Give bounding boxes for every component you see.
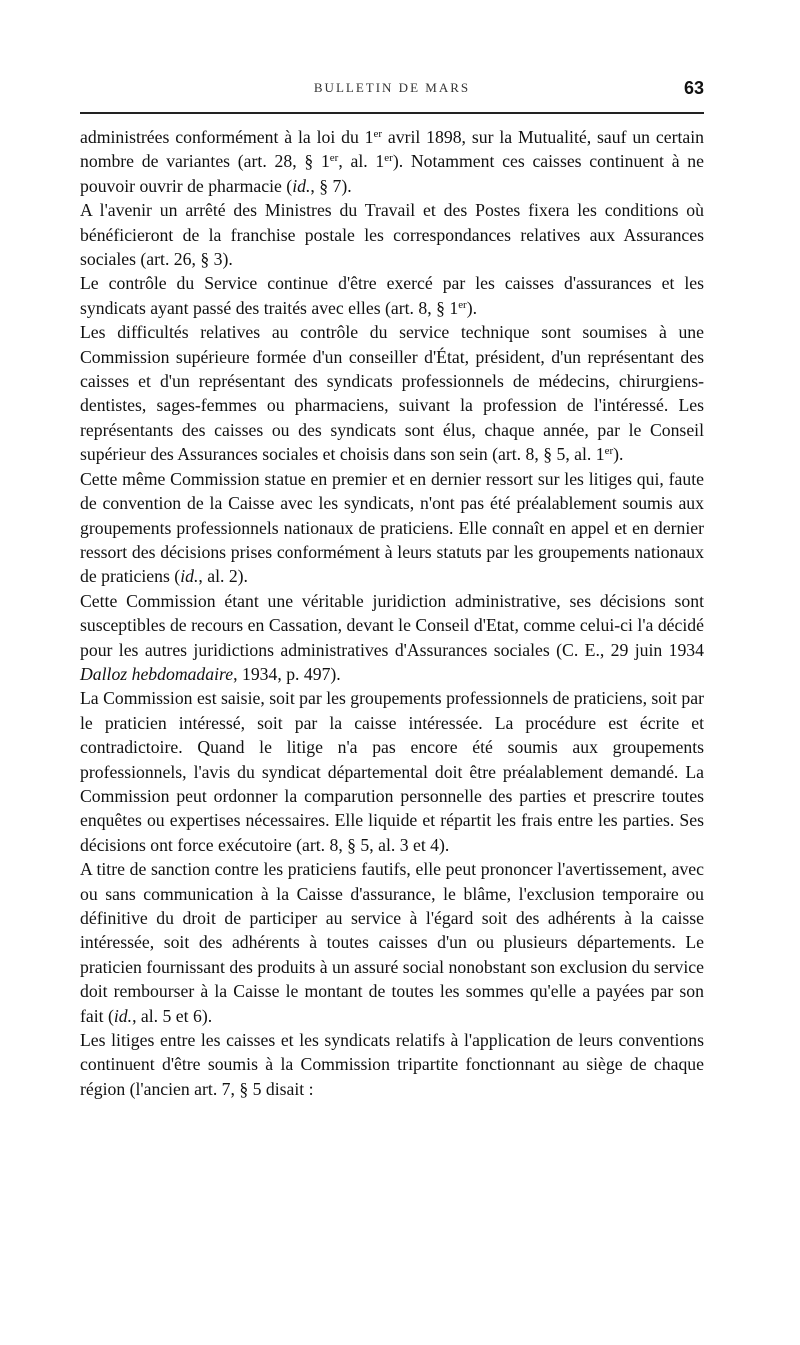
italic-text: id. [113, 1005, 133, 1026]
superscript: er [329, 152, 339, 165]
text-segment: , al. 2). [198, 566, 248, 587]
text-segment: ). [613, 444, 624, 465]
italic-text: id. [180, 566, 199, 587]
paragraph [80, 320, 704, 466]
paragraph [80, 125, 704, 198]
text-segment: , al. 5 et 6). [132, 1005, 213, 1026]
superscript: er [384, 152, 393, 165]
text-segment: Les litiges entre les caisses et les syndicats relatifs à l'application de leurs conventions continuent d'être soumis à la Commission tripartite fonctionnant au siège de chaque région (l'ancien art. 7, § 5 disait : [80, 1030, 704, 1099]
superscript: er [373, 127, 383, 140]
page-header [80, 78, 704, 104]
paragraph [80, 198, 704, 271]
text-segment: , 1934, p. 497). [233, 663, 341, 684]
page-number: 63 [683, 78, 704, 98]
text-segment: Le contrôle du Service continue d'être exercé par les caisses d'assurances et les syndicats ayant passé des traités avec elles (art. 8, § 1 [80, 273, 704, 318]
superscript: er [604, 445, 614, 458]
paragraph [80, 589, 704, 687]
paragraph [80, 271, 704, 320]
text-segment: Cette même Commission statue en premier et en dernier ressort sur les litiges qui, faute de convention de la Caisse avec les syndicats, n'ont pas été préalablement soumis aux groupements professionnels nationaux de praticiens. Elle connaît en appel et en dernier ressort des décisions prises conformément à leurs statuts par les groupements nationaux de praticiens ( [80, 468, 704, 587]
text-segment: A l'avenir un arrêté des Ministres du Travail et des Postes fixera les conditions où bénéficieront de la franchise postale les correspondances relatives aux Assurances sociales (art. 26, § 3). [80, 200, 704, 270]
paragraph [80, 857, 704, 1028]
text-segment: ). [466, 297, 478, 318]
text-segment: La Commission est saisie, soit par les groupements professionnels de praticiens, soit par le praticien intéressé, soit par la caisse intéressée. La procédure est écrite et contradictoire. Quand le litige n'a pas encore été soumis aux groupements professionnels, l'avis du syndicat départemental doit être préalablement demandé. La Commission peut ordonner la comparution personnelle des parties et prescrire toutes enquêtes ou expertises nécessaires. Elle liquide et répartit les frais entre les parties. Ses décisions ont force exécutoire (art. 8, § 5, al. 3 et 4). [80, 688, 704, 855]
paragraph [80, 467, 704, 589]
text-segment: , al. 1 [338, 151, 385, 172]
text-segment: A titre de sanction contre les praticiens fautifs, elle peut prononcer l'avertissement, avec ou sans communication à la Caisse d'assurance, le blâme, l'exclusion temporaire ou définitive du droit de participer au service à l'égard soit des adhérents à la caisse intéressée, soit des adhérents à toutes caisses d'un ou plusieurs départements. Le praticien fournissant des produits à un assuré social nonobstant son exclusion du service doit rembourser à la Caisse le montant de toutes les sommes qu'elle a payées par son fait ( [80, 859, 704, 1026]
superscript: er [458, 298, 467, 311]
italic-text: Dalloz hebdomadaire [80, 663, 234, 684]
italic-text: id. [292, 175, 311, 196]
header-rule [80, 112, 704, 114]
text-segment: Cette Commission étant une véritable juridiction administrative, ses décisions sont susceptibles de recours en Cassation, devant le Conseil d'Etat, comme celui-ci l'a décidé pour les autres juridictions administratives d'Assurances sociales (C. E., 29 juin 1934 [80, 590, 704, 660]
text-segment: , § 7). [310, 175, 352, 196]
text-segment: avril 1898, sur la Mutualité, sauf un certain nombre de variantes (art. 28, § 1 [80, 127, 704, 172]
text-segment: administrées conformément à la loi du 1 [80, 127, 374, 147]
body-text [80, 125, 704, 1101]
paragraph [80, 1028, 704, 1101]
paragraph [80, 686, 704, 857]
running-head: BULLETIN DE MARS [313, 80, 471, 95]
text-segment: ). Notamment ces caisses continuent à ne pouvoir ouvrir de pharmacie ( [80, 151, 704, 196]
text-segment: Les difficultés relatives au contrôle du service technique sont soumises à une Commission supérieure formée d'un conseiller d'État, président, d'un représentant des caisses et d'un représentant des syndicats professionnels de médecins, chirurgiens-dentistes, sages-femmes ou pharmaciens, suivant la profession de l'intéressé. Les représentants des caisses ou des syndicats sont élus, chaque année, par le Conseil supérieur des Assurances sociales et choisis dans son sein (art. 8, § 5, al. 1 [80, 322, 704, 465]
